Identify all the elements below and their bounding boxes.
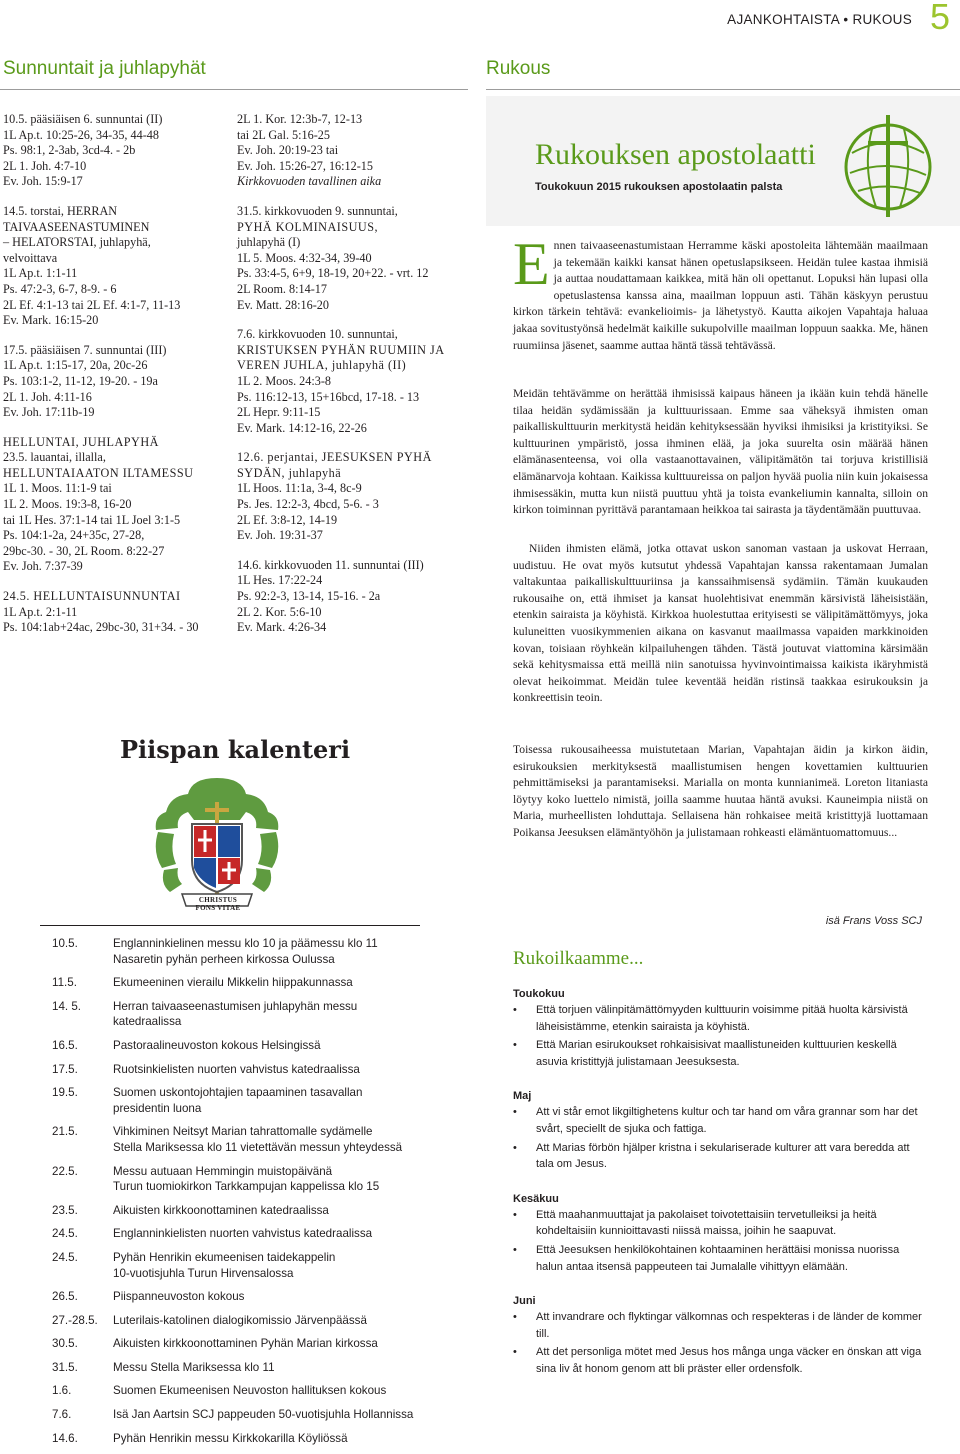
calendar-event — [113, 1431, 470, 1447]
reading-line: HELLUNTAIAATON ILTAMESSU — [3, 465, 194, 480]
reading-line: 10.5. pääsiäisen 6. sunnuntai (II) — [3, 112, 163, 126]
prayer-group — [513, 1295, 928, 1377]
apostolate-text-3: Niiden ihmisten elämä, jotka ottavat uskon sanoman vastaan ja uskovat Herraan, uudistuu. He ovat myös kutsutut yhdessä Vapahtajan kanssa rakentamaan Jumalan valtakuntaa paikalliskulttuuriinsa ja kanssaihmisensä sydämiin. Tämän kuukauden rukousaihe on, että ihmiset ja kansat huolehtisivat enemmän kärsivistä läheisistään, etenkin sairaista ja köyhistä. Kirkkoa huolestuttaa erityisesti se välipitämättömyys, joka kuluneitten vuosikymmenien aikana on kasvanut maailmassa vapaiden markkinoiden kovan, toisiaan röyhkeän kilpailuhengen tähden. Tästä joutuvat viattomina kärsimään sekä kehitysmaissa että meillä niin sanotuissa hyvinvointimaissa kaikista ikäryhmistä olevat heikoimmat. Meidän tulee keventää heidän ristinsä taakkaa esirukouksin ja konkreettisin teoin. — [513, 542, 928, 705]
prayer-item: • Että Marian esirukoukset rohkaisisivat maallistuneiden kulttuurien keskellä asuvia kristittyjä julistamaan Jeesuksesta. — [513, 1037, 928, 1070]
reading-line: Ps. 98:1, 2-3ab, 3cd-4. - 2b — [3, 143, 136, 158]
reading-line: 14.6. kirkkovuoden 11. sunnuntai (III) — [237, 557, 424, 572]
calendar-rule — [40, 925, 420, 926]
calendar-event — [113, 1360, 470, 1376]
apostolate-subtitle: Toukokuun 2015 rukouksen apostolaatin palsta — [535, 181, 783, 193]
calendar-date: 23.5. — [52, 1203, 78, 1217]
reading-line: 14.5. torstai, HERRAN — [3, 203, 118, 218]
reading-line: 2L 1. Joh. 4:7-10 — [3, 158, 87, 173]
reading-gap — [237, 190, 467, 204]
reading-line: 2L 1. Kor. 12:3b-7, 12-13 — [237, 112, 363, 126]
calendar-event-line: presidentin luona — [113, 1101, 202, 1115]
reading-line: PYHÄ KOLMINAISUUS, — [237, 219, 379, 234]
calendar-row — [0, 1124, 470, 1155]
reading-line: 7.6. kirkkovuoden 10. sunnuntai, — [237, 327, 398, 342]
calendar-event — [113, 1203, 470, 1219]
apostolate-paragraph-2 — [513, 386, 928, 519]
prayer-item: • Että Jeesuksen henkilökohtainen kohtaaminen herättäisi monissa nuorissa halun antaa itsensä pappeuteen tai Jumalalle vihittyyn elämään. — [513, 1242, 928, 1275]
reading-line: 1L Hoos. 11:1a, 3-4, 8c-9 — [237, 481, 362, 496]
calendar-event-line: Aikuisten kirkkoonottaminen Pyhän Marian kirkossa — [113, 1337, 378, 1351]
reading-line: juhlapyhä (I) — [237, 235, 301, 250]
calendar-event-line: Isä Jan Aartsin SCJ pappeuden 50-vuotisjuhla Hollannissa — [113, 1408, 414, 1422]
calendar-date: 14. 5. — [52, 999, 82, 1013]
calendar-date: 1.6. — [52, 1384, 72, 1398]
calendar-date: 17.5. — [52, 1062, 78, 1076]
section-title-readings: Sunnuntait ja juhlapyhät — [3, 58, 206, 79]
reading-gap — [237, 313, 467, 327]
calendar-event-line: Ruotsinkielisten nuorten vahvistus katedraalissa — [113, 1062, 360, 1076]
apostolate-text-1: nnen taivaaseenastumistaan Herramme käski apostoleita lähtemään maailmaan ja tekemään kaikki kansat hänen opetuslapsikseen. Heidän tulee kastaa ihmisiä ja auttaa noudattamaan kaikkea, mitä hän oli opettanut. Lopuksi hän lupasi olla opetuslastensa kanssa aina, maailman loppuun asti. Tähän käskyyn perustuu kirkon tärkein tehtävä: evankelioimis- ja lähetystyö. Kautta aikojen Vapahtaja haluaa jakaa sovitustyönsä hedelmät kaikille sukupolville maailman loppuun saakka. Me, hänen ruumiinsa jäsenet, saamme auttaa häntä tässä tehtävässä. — [513, 239, 928, 352]
reading-line: 1L 5. Moos. 4:32-34, 39-40 — [237, 250, 372, 265]
prayer-list — [513, 1002, 928, 1070]
calendar-title: Piispan kalenteri — [120, 735, 351, 764]
calendar-row — [0, 1336, 470, 1352]
calendar-row — [0, 1407, 470, 1423]
calendar-date: 26.5. — [52, 1290, 78, 1304]
prayer-month: Maj — [513, 1090, 532, 1103]
calendar-event-line: Pyhän Henrikin messu Kirkkokarilla Köyliössä — [113, 1431, 348, 1445]
calendar-event — [113, 1085, 470, 1116]
reading-line: SYDÄN, juhlapyhä — [237, 465, 342, 480]
reading-gap — [3, 329, 218, 343]
calendar-row — [0, 1164, 470, 1195]
reading-line: Ev. Mark. 14:12-16, 22-26 — [237, 420, 367, 435]
calendar-row — [0, 936, 470, 967]
calendar-event-line: 10-vuotisjuhla Turun Hirvensalossa — [113, 1266, 294, 1280]
bishop-coat-of-arms-icon — [148, 772, 286, 912]
calendar-date: 22.5. — [52, 1164, 78, 1178]
reading-line: 2L Hepr. 9:11-15 — [237, 405, 321, 420]
readings-column-2 — [237, 112, 467, 636]
section-title-prayer: Rukous — [486, 58, 551, 79]
calendar-event-line: Vihkiminen Neitsyt Marian tahrattomalle sydämelle — [113, 1125, 373, 1139]
calendar-date: 24.5. — [52, 1250, 78, 1264]
reading-line: Ev. Mark. 16:15-20 — [3, 313, 99, 328]
reading-line: 2L Ef. 4:1-13 tai 2L Ef. 4:1-7, 11-13 — [3, 297, 181, 312]
calendar-row — [0, 999, 470, 1030]
reading-line: Ps. 103:1-2, 11-12, 19-20. - 19a — [3, 373, 158, 388]
apostolate-title: Rukouksen apostolaatti — [535, 138, 816, 171]
calendar-event — [113, 1226, 470, 1242]
right-title-rule — [486, 89, 960, 90]
calendar-event-line: Suomen uskontojohtajien tapaaminen tasavallan — [113, 1086, 363, 1100]
reading-line: 12.6. perjantai, JEESUKSEN PYHÄ — [237, 450, 432, 465]
reading-line: Ev. Mark. 4:26-34 — [237, 620, 327, 635]
calendar-row — [0, 1038, 470, 1054]
reading-line: 2L 1. Joh. 4:11-16 — [3, 389, 92, 404]
reading-line: Ev. Joh. 15:9-17 — [3, 174, 83, 189]
calendar-event-line: Messu autuaan Hemmingin muistopäivänä — [113, 1164, 333, 1178]
calendar-row — [0, 1313, 470, 1329]
calendar-event — [113, 975, 470, 991]
reading-line: velvoittava — [3, 250, 58, 265]
reading-line: 1L 1. Moos. 11:1-9 tai — [3, 481, 112, 496]
prayer-group — [513, 988, 928, 1070]
readings-column-1 — [3, 112, 218, 636]
left-title-rule — [0, 89, 468, 90]
reading-line: HELLUNTAI, JUHLAPYHÄ — [3, 434, 159, 449]
reading-line: Ev. Joh. 20:19-23 tai — [237, 143, 339, 158]
reading-line: 1L Ap.t. 10:25-26, 34-35, 44-48 — [3, 127, 159, 142]
prayer-month: Juni — [513, 1295, 536, 1308]
calendar-row — [0, 1289, 470, 1305]
calendar-event — [113, 1407, 470, 1423]
prayer-item: • Että torjuen välinpitämättömyyden kulttuurin voisimme pitää huolta kärsivistä läheisistämme, etenkin sairaista ja köyhistä. — [513, 1002, 928, 1035]
calendar-event-line: Piispanneuvoston kokous — [113, 1290, 245, 1304]
calendar-date: 27.-28.5. — [52, 1313, 98, 1327]
calendar-event-line: Englanninkielisten nuorten vahvistus katedraalissa — [113, 1227, 373, 1241]
signature: isä Frans Voss SCJ — [825, 915, 922, 927]
prayer-item: • Että maahanmuuttajat ja pakolaiset toivotettaisiin tervetulleiksi ja heitä kohdeltaisiin kunnioittavasti niissä maissa, joihin he saapuvat. — [513, 1207, 928, 1240]
reading-line: Ps. Jes. 12:2-3, 4bcd, 5-6. - 3 — [237, 497, 379, 512]
calendar-event-line: Ekumeeninen vierailu Mikkelin hiippakunnassa — [113, 976, 353, 990]
calendar-date: 30.5. — [52, 1337, 78, 1351]
reading-line: 2L Ef. 3:8-12, 14-19 — [237, 512, 338, 527]
calendar-row — [0, 1062, 470, 1078]
calendar-event-line: Luterilais-katolinen dialogikomissio Järvenpäässä — [113, 1313, 367, 1327]
prayer-item: • Att vi står emot likgiltighetens kultur och tar hand om våra grannar som har det svårt, speciellt de sjuka och fattiga. — [513, 1104, 928, 1137]
prayer-group — [513, 1090, 928, 1172]
reading-line: tai 1L Hes. 37:1-14 tai 1L Joel 3:1-5 — [3, 512, 181, 527]
calendar-date: 21.5. — [52, 1125, 78, 1139]
calendar-row — [0, 1085, 470, 1116]
calendar-date: 14.6. — [52, 1431, 78, 1445]
calendar-row — [0, 1203, 470, 1219]
calendar-event-line: Pyhän Henrikin ekumeenisen taidekappelin — [113, 1250, 336, 1264]
calendar-event — [113, 1289, 470, 1305]
reading-line: 2L 2. Kor. 5:6-10 — [237, 604, 322, 619]
calendar-row — [0, 1226, 470, 1242]
prayer-group — [513, 1193, 928, 1275]
prayer-list — [513, 1309, 928, 1377]
apostolate-paragraph-1 — [513, 231, 928, 354]
calendar-event-line: Suomen Ekumeenisen Neuvoston hallituksen kokous — [113, 1384, 387, 1398]
emblem-motto: CHRISTUS FONS VITAE — [195, 896, 241, 912]
reading-line: Kirkkovuoden tavallinen aika — [237, 174, 382, 189]
calendar-date: 19.5. — [52, 1086, 78, 1100]
reading-line: 2L Room. 8:14-17 — [237, 281, 327, 296]
prayers-title: Rukoilkaamme... — [513, 948, 644, 969]
calendar-row — [0, 975, 470, 991]
calendar-event-line: Nasaretin pyhän perheen kirkossa Oulussa — [113, 952, 335, 966]
calendar-event-line: Pastoraalineuvoston kokous Helsingissä — [113, 1038, 321, 1052]
prayer-month: Toukokuu — [513, 988, 565, 1000]
prayer-month: Kesäkuu — [513, 1192, 559, 1205]
reading-line: TAIVAASEENASTUMINEN — [3, 219, 150, 234]
calendar-row — [0, 1431, 470, 1447]
apostolate-text-2: Meidän tehtävämme on herättää ihmisissä kaipaus häneen ja ikään kuin tehdä hänelle tilaa heidän sydämissään ja kulttuurissaan. Emme saa väheksyä ihmisten oman paikalliskulttuurin merkitystä heidän kehityksessään hyviksi ihmisiksi ja kristityiksi. Se kulttuurinen ympäristö, jossa ihminen elää, ja joka suurelta osin määrää hänen elämänasenteensa, voi olla vastaanottavainen, välipitämätön tai torjuva kristillisiä elämänarvoja kohtaan. Kaikissa kulttuureissa on paljon hyvää puolia niin kuin jokaisessa ihmisessäkin, mutta kun niistä puuttuu yhtä ja toista evankeliumin kannalta, silloin on kirkon toiminnan pyrittävä parantamaan heikkoa tai sairasta ja täydentämään puuttuvaa. — [513, 387, 928, 517]
prayer-item: • Att det personliga mötet med Jesus hos många unga väcker en önskan att viga sina liv åt honom genom att bli präster eller ordensfolk. — [513, 1344, 928, 1377]
reading-line: 24.5. HELLUNTAISUNNUNTAI — [3, 589, 181, 604]
calendar-event-line: Herran taivaaseenastumisen juhlapyhän messu — [113, 999, 358, 1013]
reading-line: Ps. 33:4-5, 6+9, 18-19, 20+22. - vrt. 12 — [237, 266, 429, 281]
reading-line: Ps. 116:12-13, 15+16bcd, 17-18. - 13 — [237, 389, 420, 404]
calendar-event — [113, 1250, 470, 1281]
reading-line: 23.5. lauantai, illalla, — [3, 450, 106, 465]
reading-gap — [237, 436, 467, 450]
calendar-date: 11.5. — [52, 976, 77, 990]
calendar-row — [0, 1360, 470, 1376]
reading-gap — [3, 575, 218, 589]
calendar-event-line: Englanninkielinen messu klo 10 ja päämessu klo 11 — [113, 937, 378, 950]
running-head: AJANKOHTAISTA • RUKOUS — [727, 12, 912, 27]
calendar-row — [0, 1383, 470, 1399]
calendar-event-line: katedraalissa — [113, 1015, 182, 1029]
prayer-item: • Att Marias förbön hjälper kristna i sekulariserade kulturer att vara beredda att tala om Jesus. — [513, 1140, 928, 1173]
reading-line: 1L 2. Moos. 19:3-8, 16-20 — [3, 497, 132, 512]
calendar-list — [0, 936, 470, 1454]
reading-line: Ev. Joh. 19:31-37 — [237, 528, 323, 543]
reading-line: 1L Ap.t. 2:1-11 — [3, 604, 78, 619]
reading-line: Ps. 104:1-2a, 24+35c, 27-28, — [3, 528, 145, 543]
calendar-event — [113, 1062, 470, 1078]
calendar-event-line: Aikuisten kirkkoonottaminen katedraalissa — [113, 1203, 329, 1217]
calendar-event — [113, 1313, 470, 1329]
calendar-event — [113, 1124, 470, 1155]
page-number: 5 — [929, 0, 950, 37]
reading-line: 1L Ap.t. 1:15-17, 20a, 20c-26 — [3, 358, 148, 373]
calendar-event — [113, 999, 470, 1030]
apostolate-text-4: Toisessa rukousaiheessa muistutetaan Marian, Vapahtajan äidin ja kirkon äidin, esirukouksien merkityksestä maallistumisen hengen kovettamien kulttuurien pehmittämiseksi ja parantamiseksi. Marialla on monta kunnianimeä. Loreton litaniasta löytyy koko luettelo nimistä, joilla saamme huutaa häntä avuksi. Kauneimpia niistä on Maria, murheellisten lohduttaja. Sellaisena hän rohkaisee meitä kristittyjä luottamaan Poikansa Jeesuksen elämäntyöhön ja julistamaan rohkeasti elämäntuomattomuus... — [513, 743, 928, 839]
calendar-date: 10.5. — [52, 937, 78, 950]
reading-line: 29bc-30. - 30, 2L Room. 8:22-27 — [3, 543, 165, 558]
calendar-event-line: Turun tuomiokirkon Tarkkampujan kappelissa klo 15 — [113, 1180, 380, 1194]
calendar-event-line: Messu Stella Mariksessa klo 11 — [113, 1360, 275, 1374]
reading-gap — [237, 544, 467, 558]
calendar-date: 31.5. — [52, 1360, 78, 1374]
reading-line: Ps. 47:2-3, 6-7, 8-9. - 6 — [3, 281, 117, 296]
calendar-event — [113, 936, 470, 967]
reading-line: Ps. 104:1ab+24ac, 29bc-30, 31+34. - 30 — [3, 620, 199, 635]
reading-line: 31.5. kirkkovuoden 9. sunnuntai, — [237, 203, 398, 218]
reading-line: Ev. Joh. 7:37-39 — [3, 559, 83, 574]
reading-line: 17.5. pääsiäisen 7. sunnuntai (III) — [3, 342, 167, 357]
reading-line: – HELATORSTAI, juhlapyhä, — [3, 235, 151, 250]
calendar-event — [113, 1164, 470, 1195]
prayer-intentions — [513, 988, 928, 1398]
reading-line: VEREN JUHLA, juhlapyhä (II) — [237, 358, 407, 373]
reading-line: 1L Ap.t. 1:1-11 — [3, 266, 78, 281]
dropcap-letter: E — [513, 231, 550, 297]
reading-line: Ev. Joh. 15:26-27, 16:12-15 — [237, 158, 373, 173]
calendar-event-line: Stella Mariksessa klo 11 vietettävän messun yhteydessä — [113, 1140, 403, 1154]
reading-line: Ev. Matt. 28:16-20 — [237, 297, 329, 312]
reading-line: 1L 2. Moos. 24:3-8 — [237, 373, 332, 388]
reading-line: tai 2L Gal. 5:16-25 — [237, 127, 330, 142]
calendar-event — [113, 1383, 470, 1399]
reading-line: KRISTUKSEN PYHÄN RUUMIIN JA — [237, 342, 445, 357]
calendar-row — [0, 1250, 470, 1281]
reading-line: Ps. 92:2-3, 13-14, 15-16. - 2a — [237, 589, 381, 604]
prayer-list — [513, 1207, 928, 1275]
calendar-event — [113, 1038, 470, 1054]
reading-gap — [3, 421, 218, 435]
calendar-event — [113, 1336, 470, 1352]
calendar-date: 16.5. — [52, 1038, 78, 1052]
apostolate-paragraph-3 — [513, 541, 928, 707]
reading-line: Ev. Joh. 17:11b-19 — [3, 405, 95, 420]
reading-line: 1L Hes. 17:22-24 — [237, 573, 323, 588]
calendar-date: 7.6. — [52, 1408, 72, 1422]
prayer-item: • Att invandrare och flyktingar välkomnas och respekteras i de länder de kommer till. — [513, 1309, 928, 1342]
calendar-date: 24.5. — [52, 1227, 78, 1241]
apostolate-paragraph-4 — [513, 742, 928, 842]
apostolate-globe-cross-icon — [832, 113, 944, 221]
reading-gap — [3, 190, 218, 204]
prayer-list — [513, 1104, 928, 1172]
